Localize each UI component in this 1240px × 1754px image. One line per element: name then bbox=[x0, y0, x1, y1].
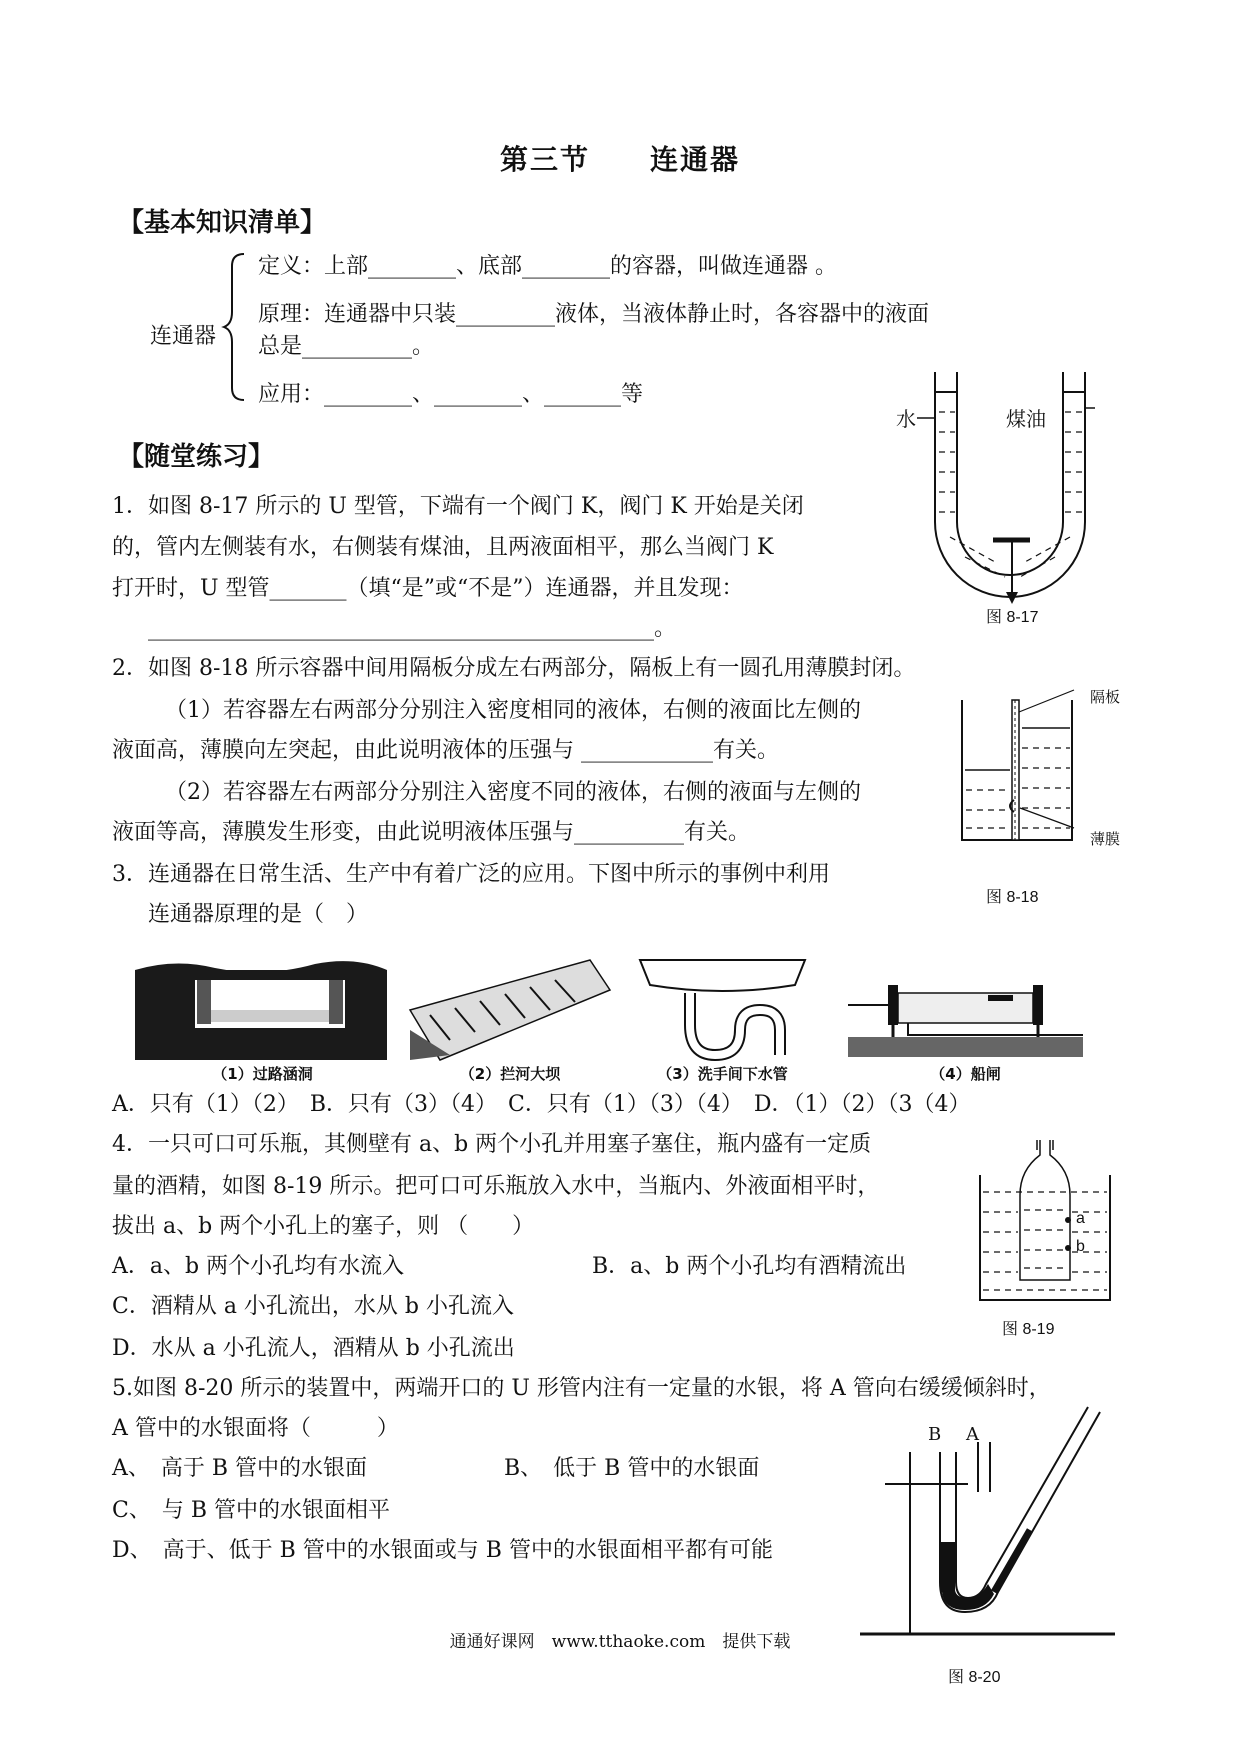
q5-option-a: A、 高于 B 管中的水银面 bbox=[112, 1456, 368, 1481]
knowledge-principle-line1: 原理：连通器中只装_________液体，当液体静止时，各容器中的液面 bbox=[258, 302, 930, 327]
knowledge-heading: 【基本知识清单】 bbox=[118, 208, 327, 238]
picture-label-4: （4）船闸 bbox=[930, 1065, 1001, 1083]
knowledge-principle-line2: 总是__________。 bbox=[258, 334, 435, 359]
q2-line3: 液面高，薄膜向左突起，由此说明液体的压强与 ____________有关。 bbox=[112, 738, 779, 763]
q3-line1: 3．连通器在日常生活、生产中有着广泛的应用。下图中所示的事例中利用 bbox=[112, 862, 830, 887]
q4-line1: 4．一只可口可乐瓶，其侧壁有 a、b 两个小孔并用塞子塞住，瓶内盛有一定质 bbox=[112, 1132, 872, 1157]
q5-line2: A 管中的水银面将（ ） bbox=[112, 1416, 399, 1441]
q2-line4: （2）若容器左右两部分分别注入密度不同的液体，右侧的液面与左侧的 bbox=[165, 780, 861, 805]
q1-line1: 1．如图 8-17 所示的 U 型管，下端有一个阀门 K，阀门 K 开始是关闭 bbox=[112, 494, 804, 519]
q4-line2: 量的酒精，如图 8-19 所示。把可口可乐瓶放入水中，当瓶内、外液面相平时， bbox=[112, 1174, 880, 1199]
figure-8-20-u-tube bbox=[860, 1412, 1120, 1637]
page-title: 第三节 连通器 bbox=[499, 143, 740, 176]
fig-8-18-label-membrane: 薄膜 bbox=[1090, 831, 1121, 848]
q3-line2: 连通器原理的是（ ） bbox=[148, 902, 369, 927]
q5-option-b: B、 低于 B 管中的水银面 bbox=[504, 1456, 760, 1481]
fig-8-17-label-oil: 煤油 bbox=[1006, 407, 1046, 431]
fig-8-17-label-water: 水 bbox=[896, 407, 916, 431]
practice-heading: 【随堂练习】 bbox=[118, 442, 275, 472]
knowledge-term: 连通器 bbox=[150, 324, 217, 349]
picture-ship-lock bbox=[848, 975, 1083, 1060]
q5-line1: 5.如图 8-20 所示的装置中，两端开口的 U 形管内注有一定量的水银，将 A 管向右缓缓倾斜时， bbox=[112, 1376, 1051, 1401]
fig-8-20-caption: 图 8-20 bbox=[948, 1669, 1001, 1686]
fig-8-20-label-a: A bbox=[966, 1424, 979, 1445]
picture-sink-drain bbox=[630, 955, 815, 1065]
q5-option-d: D、 高于、低于 B 管中的水银面或与 B 管中的水银面相平都有可能 bbox=[112, 1538, 773, 1563]
fig-8-17-caption: 图 8-17 bbox=[986, 609, 1039, 626]
q2-line2: （1）若容器左右两部分分别注入密度相同的液体，右侧的液面比左侧的 bbox=[165, 698, 861, 723]
q3-options: A．只有（1）（2） B．只有（3）（4） C．只有（1）（3）（4） D．（1）（2）（3（4） bbox=[112, 1092, 971, 1117]
curly-brace bbox=[222, 252, 252, 402]
q4-line3: 拔出 a、b 两个小孔上的塞子，则 （ ） bbox=[112, 1214, 535, 1239]
picture-dam bbox=[410, 960, 610, 1060]
fig-8-18-label-partition: 隔板 bbox=[1090, 689, 1121, 706]
fig-8-18-caption: 图 8-18 bbox=[986, 889, 1039, 906]
q1-line2: 的，管内左侧装有水，右侧装有煤油，且两液面相平，那么当阀门 K bbox=[112, 535, 774, 560]
fig-8-19-caption: 图 8-19 bbox=[1002, 1321, 1055, 1338]
picture-label-1: （1）过路涵洞 bbox=[212, 1065, 313, 1083]
knowledge-application: 应用：________、________、_______等 bbox=[258, 382, 644, 407]
picture-culvert bbox=[135, 958, 390, 1063]
fig-8-19-label-b: b bbox=[1076, 1238, 1085, 1255]
q4-option-b: B．a、b 两个小孔均有酒精流出 bbox=[592, 1254, 907, 1279]
fig-8-19-label-a: a bbox=[1076, 1210, 1085, 1227]
q5-option-c: C、 与 B 管中的水银面相平 bbox=[112, 1498, 390, 1523]
q4-option-d: D．水从 a 小孔流人，酒精从 b 小孔流出 bbox=[112, 1336, 515, 1361]
figure-8-18-container bbox=[962, 700, 1132, 880]
q1-line4: ______________________________________________。 bbox=[148, 616, 677, 641]
knowledge-definition: 定义：上部________、底部________的容器，叫做连通器 。 bbox=[258, 254, 837, 279]
q4-option-a: A．a、b 两个小孔均有水流入 bbox=[112, 1254, 405, 1279]
fig-8-20-label-b: B bbox=[928, 1424, 942, 1445]
q4-option-c: C．酒精从 a 小孔流出，水从 b 小孔流入 bbox=[112, 1294, 515, 1319]
picture-label-3: （3）洗手间下水管 bbox=[657, 1065, 788, 1083]
q1-line3: 打开时，U 型管_______（填“是”或“不是”）连通器，并且发现： bbox=[112, 576, 744, 601]
footer-source: 通通好课网 www.tthaoke.com 提供下载 bbox=[449, 1632, 791, 1652]
q2-line5: 液面等高，薄膜发生形变，由此说明液体压强与__________有关。 bbox=[112, 820, 751, 845]
q2-line1: 2．如图 8-18 所示容器中间用隔板分成左右两部分，隔板上有一圆孔用薄膜封闭。 bbox=[112, 656, 916, 681]
figure-8-19-bottle bbox=[980, 1140, 1120, 1305]
picture-label-2: （2）拦河大坝 bbox=[459, 1065, 561, 1083]
